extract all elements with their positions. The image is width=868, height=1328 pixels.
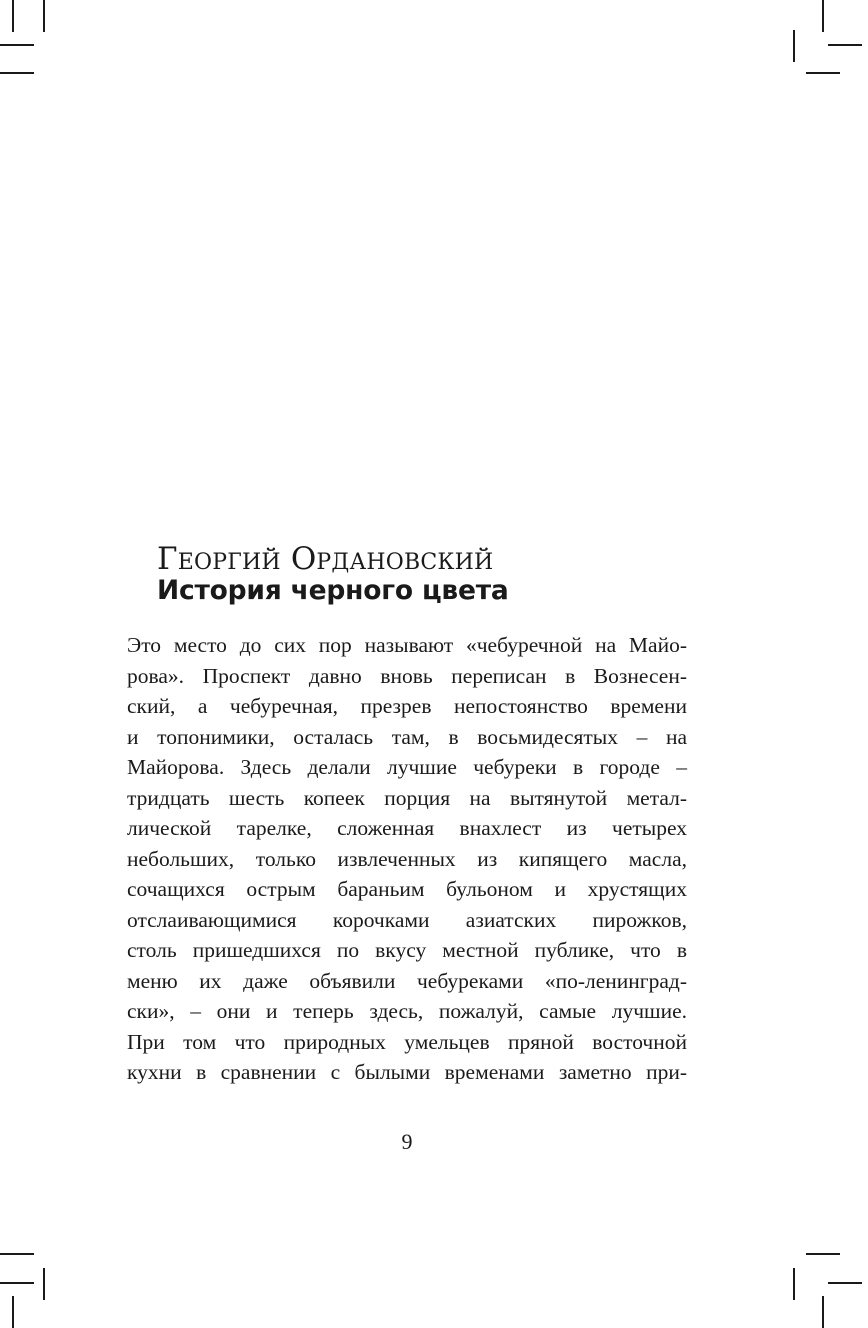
- crop-mark-bottom-left-horizontal-2: [0, 1282, 34, 1284]
- text-line: сочащихся острым бараньим бульоном и хрустящих: [127, 877, 687, 901]
- text-line: и топонимики, осталась там, в восьмидесятых – на: [127, 724, 687, 749]
- crop-mark-bottom-right-vertical: [793, 1268, 795, 1300]
- body-text: [127, 630, 687, 1088]
- author-name: Георгий Ордановский: [157, 541, 494, 577]
- crop-mark-top-left-vertical: [43, 0, 45, 32]
- chapter-title: История черного цвета: [157, 575, 509, 606]
- text-line: отслаивающимися корочками азиатских пирожков,: [127, 907, 687, 932]
- text-line: Майорова. Здесь делали лучшие чебуреки в городе –: [127, 755, 687, 779]
- crop-mark-top-right-horizontal-2: [806, 72, 840, 74]
- text-line: меню их даже объявили чебуреками «по-ленинград-: [127, 968, 687, 993]
- crop-mark-top-right-vertical: [793, 30, 795, 62]
- crop-mark-bottom-right-horizontal-2: [828, 1282, 862, 1284]
- text-line: тридцать шесть копеек порция на вытянутой метал-: [127, 785, 687, 810]
- crop-mark-bottom-left-vertical: [12, 1296, 14, 1328]
- crop-mark-top-right-vertical-2: [822, 0, 824, 32]
- text-line: Это место до сих пор называют «чебуречной на Майо-: [127, 633, 687, 657]
- text-line: рова». Проспект давно вновь переписан в Вознесен-: [127, 663, 687, 688]
- text-line: ски», – они и теперь здесь, пожалуй, самые лучшие.: [127, 999, 687, 1023]
- text-line: столь пришедшихся по вкусу местной публике, что в: [127, 938, 687, 962]
- crop-mark-bottom-right-horizontal: [806, 1253, 840, 1255]
- crop-mark-bottom-left-horizontal: [0, 1253, 34, 1255]
- crop-mark-top-right-horizontal: [828, 44, 862, 46]
- crop-mark-bottom-left-vertical-2: [43, 1268, 45, 1300]
- text-line: кухни в сравнении с былыми временами заметно при-: [127, 1060, 687, 1084]
- text-line: небольших, только извлеченных из кипящего масла,: [127, 846, 687, 871]
- text-line: лической тарелке, сложенная внахлест из четырех: [127, 816, 687, 840]
- page-number: 9: [401, 1129, 413, 1154]
- crop-mark-top-left-horizontal-2: [0, 72, 34, 74]
- crop-mark-top-left-horizontal: [0, 44, 34, 46]
- text-line: При том что природных умельцев пряной восточной: [127, 1029, 687, 1054]
- crop-mark-top-left-vertical-2: [12, 0, 14, 32]
- crop-mark-bottom-right-vertical-2: [822, 1296, 824, 1328]
- text-line: ский, а чебуречная, презрев непостоянство времени: [127, 694, 687, 718]
